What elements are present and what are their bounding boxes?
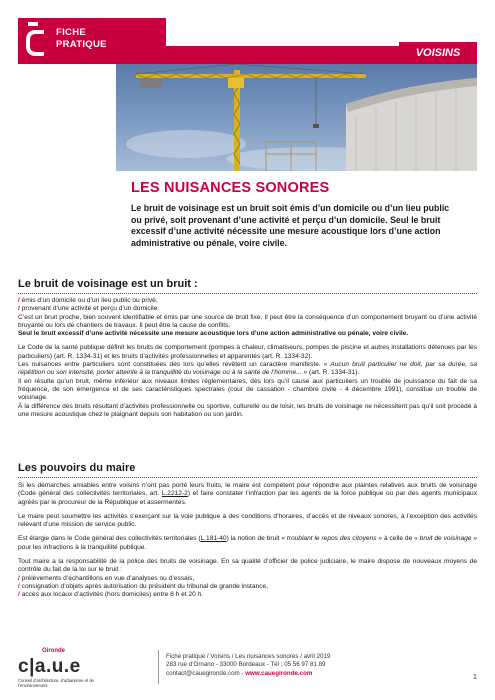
list-item: / accès aux locaux d’activités (hors domiciles) entre 8 h et 20 h.	[18, 591, 204, 599]
intro-paragraph: Le bruit de voisinage est un bruit soit émis d’un domicile ou d’un lieu public ou privé, soit provenant d’une activité et perçu d’un domicile. Seul le bruit excessif d’une activité nécessite une mesure acoustique lors d’une action administrative ou pénale, voire civile.	[131, 203, 450, 249]
paragraph: Le Code de la santé publique définit les bruits de comportement (pompes à chaleur, climatiseurs, pompes de piscine et autres installations détenues par les particuliers) (art. R. 1334-31) et les bruits d’activités professionnelles et apparentés (art. R. 1334-32).	[18, 344, 477, 360]
paragraph: Le maire peut soumettre les activités s’exerçant sur la voie publique à des conditions d’horaires, d’accès et de niveaux sonores, à l’exception des activités relevant d’une mission de service public.	[18, 512, 477, 529]
fiche-pratique-badge	[18, 18, 166, 64]
paragraph: Si les démarches amiables entre voisins n’ont pas porté leurs fruits, le maire est compétent pour répondre aux plaintes relatives aux bruits de voisinage (Code général des collectivités territoriales, art. L.2212-2) et faire constater l’infraction par les agents de la force publique ou par des agents municipaux agréés par le procureur de la République et assermentés.	[18, 482, 477, 506]
footer-line-3	[166, 670, 330, 678]
section-1-body	[18, 297, 477, 419]
section-1-title: Le bruit de voisinage est un bruit :	[18, 278, 198, 290]
hero-image-crane	[116, 64, 477, 171]
footer-line-1: Fiche pratique / Voisins / Les nuisances sonores / avril 2019	[166, 653, 331, 660]
email-link[interactable]: contact@cauegironde.com -	[166, 669, 246, 677]
caue-logo	[18, 648, 113, 694]
section-2-divider	[18, 477, 477, 478]
paragraph: Tout maire a la responsabilité de la police des bruits de voisinage. En sa qualité d’officier de police judiciaire, le maire dispose de nouveaux moyens de contrôle du fait de la loi sur le bruit :	[18, 558, 477, 574]
page-header	[0, 0, 495, 68]
brand-line-2: PRATIQUE	[56, 39, 107, 50]
section-1-divider	[18, 293, 477, 294]
website-link[interactable]: www.cauegironde.com	[245, 669, 313, 677]
category-tag: VOISINS	[399, 42, 477, 64]
footer-line-2: 283 rue d’Ornano - 33000 Bordeaux - Tél : 05 56 97 81 89	[166, 661, 326, 669]
section-2-body	[18, 482, 477, 600]
footer-info	[166, 653, 330, 678]
paragraph: Les nuisances entre particuliers sont constituées dès lors qu’elles revêtent un caractère manifeste. « Aucun bruit particulier ne doit, par sa durée, sa répétition ou son intensité, porter atteinte à la tranquillité du voisinage ou à la santé de l’homme... » (art. R. 1334-31).	[18, 361, 478, 377]
paragraph: Il en résulte qu’un bruit, même inférieur aux niveaux limites réglementaires, dès lors qu’il cause aux particuliers un trouble de jouissance du fait de sa fréquence, de son émergence et de ses caractéristiques spectrales (cour de cassation - chambre civile - 4 décembre 1991), constitue un trouble de voisinage.	[18, 377, 477, 402]
brand-c-icon	[26, 22, 48, 56]
list-item: / provenant d’une activité et perçu d’un domicile.	[18, 305, 160, 313]
paragraph: Est élargie dans le Code général des collectivités territoriales (L.181-40) la notion de bruit « troublant le repos des citoyens » à celle de « bruit de voisinage » pour les infractions à la tranquillité publique.	[18, 535, 477, 551]
paragraph-bold: Seul le bruit excessif d’une activité nécessite une mesure acoustique lors d’une action administrative ou pénale, voire civile.	[18, 330, 409, 338]
paragraph: C’est un bruit proche, bien souvent identifiable et émis par une source de bruit fixe. Il peut être la conséquence d’un comportement bruyant ou d’une activité bruyante ou lors de chantiers de travaux. Il peut être la cause de conflits.	[18, 313, 477, 329]
logo-region: Gironde	[42, 648, 66, 654]
page-number: 1	[472, 672, 477, 681]
page-title: LES NUISANCES SONORES	[131, 180, 330, 196]
crane-illustration	[116, 64, 477, 171]
logo-name: c|a.u.e	[18, 656, 81, 677]
section-2-title: Les pouvoirs du maire	[18, 462, 136, 474]
list-item: / émis d’un domicile ou d’un lieu public ou privé,	[18, 297, 158, 304]
logo-subtitle: Conseil d’architecture, d’urbanisme et de l’environnement	[18, 678, 94, 688]
list-item: / prélèvements d’échantillons en vue d’analyses ou d’essais,	[18, 574, 195, 582]
paragraph: À la différence des bruits résultant d’activités professionnelle ou sportive, culturelle ou de loisir, les bruits de voisinage ne nécessitent pas qu’il soit procédé à une mesure acoustique chez le plaignant depuis son habitation ou son jardin.	[18, 402, 477, 418]
legal-link[interactable]: L.2212-2	[161, 490, 188, 498]
footer-divider	[158, 650, 159, 684]
brand-line-1: FICHE	[56, 27, 86, 38]
legal-link[interactable]: L.181-40	[200, 535, 227, 543]
list-item: / consignation d’objets après autorisation du président du tribunal de grande instance,	[18, 582, 269, 590]
